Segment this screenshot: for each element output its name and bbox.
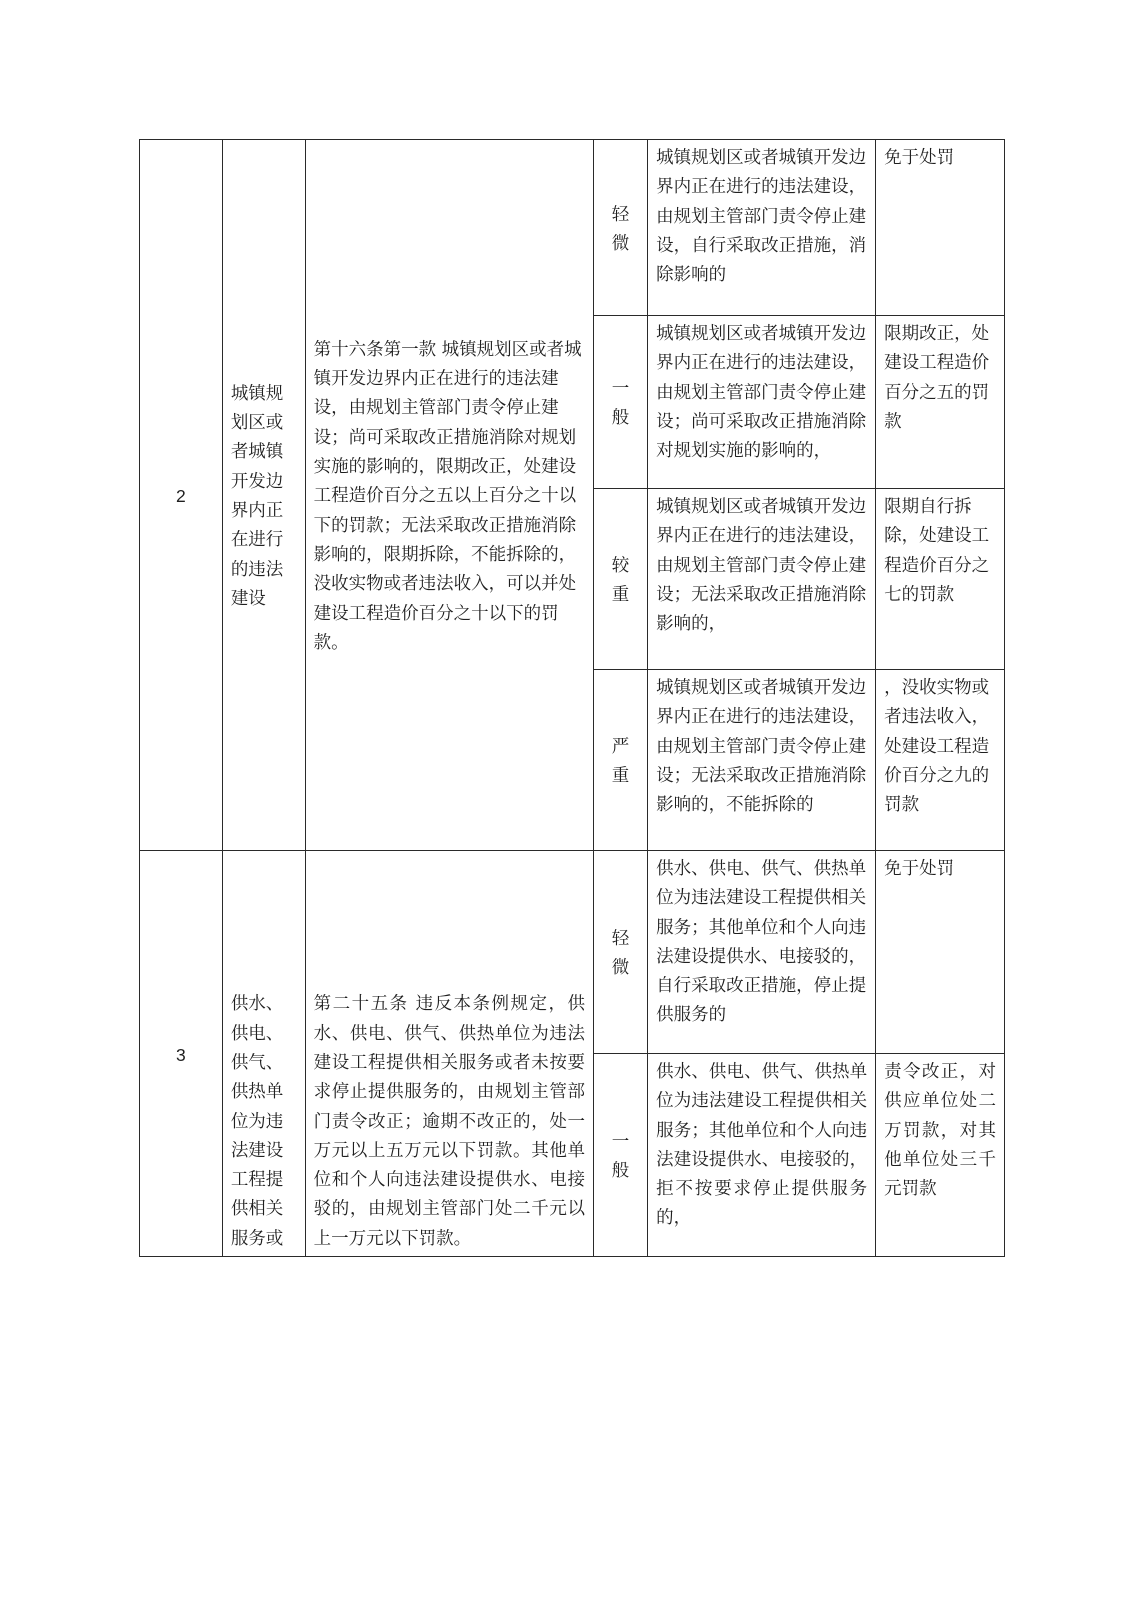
severity-level: 轻微 bbox=[593, 851, 647, 1054]
violation-condition: 城镇规划区或者城镇开发边界内正在进行的违法建设，由规划主管部门责令停止建设；无法采取改正措施消除影响的， bbox=[648, 489, 876, 670]
penalty-result: 责令改正，对供应单位处二万罚款，对其他单位处三千元罚款 bbox=[876, 1054, 1005, 1257]
severity-level: 严重 bbox=[593, 670, 647, 851]
violation-item: 供水、供电、供气、供热单位为违法建设工程提供相关服务或 bbox=[222, 851, 305, 1257]
severity-level: 一般 bbox=[593, 316, 647, 489]
penalty-result: ，没收实物或者违法收入，处建设工程造价百分之九的罚款 bbox=[876, 670, 1005, 851]
violation-condition: 供水、供电、供气、供热单位为违法建设工程提供相关服务；其他单位和个人向违法建设提供水、电接驳的，拒不按要求停止提供服务的， bbox=[648, 1054, 876, 1257]
severity-level: 较重 bbox=[593, 489, 647, 670]
severity-level: 轻微 bbox=[593, 140, 647, 316]
violation-condition: 城镇规划区或者城镇开发边界内正在进行的违法建设，由规划主管部门责令停止建设；尚可采取改正措施消除对规划实施的影响的， bbox=[648, 316, 876, 489]
violation-condition: 城镇规划区或者城镇开发边界内正在进行的违法建设，由规划主管部门责令停止建设；无法采取改正措施消除影响的，不能拆除的 bbox=[648, 670, 876, 851]
violation-condition: 城镇规划区或者城镇开发边界内正在进行的违法建设，由规划主管部门责令停止建设，自行采取改正措施，消除影响的 bbox=[648, 140, 876, 316]
penalty-result: 免于处罚 bbox=[876, 140, 1005, 316]
legal-basis: 第十六条第一款 城镇规划区或者城镇开发边界内正在进行的违法建设，由规划主管部门责令停止建设；尚可采取改正措施消除对规划实施的影响的，限期改正，处建设工程造价百分之五以上百分之十以下的罚款；无法采取改正措施消除影响的，限期拆除，不能拆除的，没收实物或者违法收入，可以并处建设工程造价百分之十以下的罚款。 bbox=[305, 140, 593, 851]
penalty-result: 免于处罚 bbox=[876, 851, 1005, 1054]
row-number: 3 bbox=[140, 851, 223, 1257]
legal-basis: 第二十五条 违反本条例规定，供水、供电、供气、供热单位为违法建设工程提供相关服务或者未按要求停止提供服务的，由规划主管部门责令改正；逾期不改正的，处一万元以上五万元以下罚款。其他单位和个人向违法建设提供水、电接驳的，由规划主管部门处二千元以上一万元以下罚款。 bbox=[305, 851, 593, 1257]
violation-item: 城镇规划区或者城镇开发边界内正在进行的违法建设 bbox=[222, 140, 305, 851]
table-row bbox=[140, 140, 1005, 316]
penalty-result: 限期自行拆除，处建设工程造价百分之七的罚款 bbox=[876, 489, 1005, 670]
row-number: 2 bbox=[140, 140, 223, 851]
penalty-standard-table bbox=[139, 139, 1005, 1257]
table-row bbox=[140, 851, 1005, 1054]
penalty-result: 限期改正，处建设工程造价百分之五的罚款 bbox=[876, 316, 1005, 489]
violation-condition: 供水、供电、供气、供热单位为违法建设工程提供相关服务；其他单位和个人向违法建设提供水、电接驳的，自行采取改正措施，停止提供服务的 bbox=[648, 851, 876, 1054]
severity-level: 一般 bbox=[593, 1054, 647, 1257]
